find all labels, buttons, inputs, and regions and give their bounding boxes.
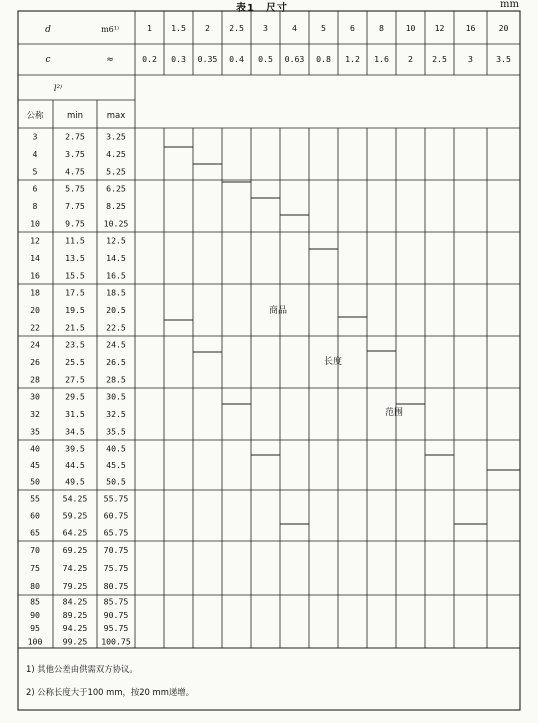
- c-value: 3.5: [496, 54, 511, 64]
- d-value: 5: [321, 23, 326, 33]
- footnote: 2) 公称长度大于100 mm，按20 mm递增。: [26, 687, 194, 697]
- max-value: 24.5: [106, 339, 126, 350]
- footnote: 1) 其他公差由供需双方协议。: [26, 664, 138, 674]
- nominal-value: 75: [30, 563, 40, 573]
- max-value: 65.75: [103, 527, 129, 538]
- min-value: 89.25: [62, 609, 88, 620]
- nominal-value: 30: [30, 391, 40, 402]
- min-value: 54.25: [62, 493, 88, 504]
- min-value: 27.5: [65, 374, 85, 385]
- c-value: 3: [468, 54, 473, 64]
- max-value: 8.25: [106, 201, 126, 211]
- nominal-value: 26: [30, 357, 40, 367]
- nominal-value: 32: [30, 409, 40, 419]
- d-value: 4: [292, 23, 297, 33]
- nominal-value: 80: [30, 581, 40, 591]
- d-label: d: [45, 25, 51, 35]
- max-value: 85.75: [103, 596, 129, 607]
- min-value: 31.5: [65, 409, 85, 419]
- min-label: min: [66, 111, 84, 121]
- nominal-value: 18: [30, 287, 40, 298]
- min-value: 15.5: [65, 270, 85, 281]
- nominal-value: 3: [32, 131, 38, 142]
- min-value: 59.25: [62, 510, 88, 521]
- min-value: 11.5: [65, 235, 85, 246]
- min-value: 94.25: [62, 623, 88, 634]
- d-value: 20: [498, 23, 509, 33]
- max-value: 100.75: [101, 636, 131, 647]
- range-word: 商品: [268, 306, 288, 316]
- min-value: 44.5: [65, 460, 85, 470]
- max-value: 35.5: [106, 426, 126, 437]
- nominal-value: 6: [32, 183, 38, 194]
- c-value: 0.3: [171, 54, 186, 64]
- c-label: c: [45, 55, 51, 65]
- min-value: 29.5: [65, 391, 85, 402]
- max-value: 28.5: [106, 374, 126, 385]
- min-value: 13.5: [65, 253, 85, 263]
- max-value: 5.25: [106, 166, 126, 177]
- nominal-value: 28: [30, 374, 40, 385]
- min-value: 79.25: [62, 581, 88, 591]
- max-value: 32.5: [106, 409, 126, 419]
- unit-label: mm: [500, 0, 519, 10]
- d-value: 16: [465, 23, 476, 33]
- min-value: 39.5: [65, 443, 85, 454]
- range-word: 长度: [323, 357, 343, 367]
- table-border: [18, 11, 520, 710]
- d-value: 1.5: [171, 23, 186, 33]
- max-label: max: [106, 111, 126, 121]
- min-value: 3.75: [65, 149, 85, 159]
- min-value: 49.5: [65, 476, 85, 487]
- min-value: 34.5: [65, 426, 85, 437]
- min-value: 64.25: [62, 527, 88, 538]
- max-value: 16.5: [106, 270, 126, 281]
- l-label: l²⁾: [53, 84, 63, 94]
- d-value: 3: [263, 23, 268, 33]
- nominal-value: 4: [32, 149, 38, 159]
- max-value: 80.75: [103, 581, 129, 591]
- min-value: 2.75: [65, 131, 85, 142]
- max-value: 26.5: [106, 357, 126, 367]
- c-value: 1.2: [345, 54, 360, 64]
- nominal-value: 60: [30, 510, 40, 521]
- max-value: 75.75: [103, 563, 129, 573]
- d-value: 6: [350, 23, 355, 33]
- nominal-value: 12: [30, 235, 40, 246]
- c-value: 2.5: [432, 54, 447, 64]
- min-value: 7.75: [65, 201, 85, 211]
- nominal-value: 55: [30, 493, 40, 504]
- min-value: 69.25: [62, 545, 88, 555]
- nominal-value: 10: [30, 218, 40, 229]
- nominal-value: 20: [30, 305, 40, 315]
- max-value: 70.75: [103, 545, 129, 555]
- nominal-value: 14: [30, 253, 40, 263]
- nominal-value: 65: [30, 527, 40, 538]
- nominal-value: 85: [30, 596, 40, 607]
- d-value: 10: [405, 23, 416, 33]
- max-value: 12.5: [106, 235, 126, 246]
- d-value: 1: [147, 23, 152, 33]
- min-value: 4.75: [65, 166, 85, 177]
- max-value: 55.75: [103, 493, 129, 504]
- min-value: 17.5: [65, 287, 85, 298]
- nominal-value: 24: [30, 339, 40, 350]
- m6-label: m6¹⁾: [101, 25, 119, 34]
- max-value: 30.5: [106, 391, 126, 402]
- min-value: 19.5: [65, 305, 85, 315]
- max-value: 14.5: [106, 253, 126, 263]
- max-value: 4.25: [106, 149, 126, 159]
- nominal-value: 16: [30, 270, 40, 281]
- min-value: 84.25: [62, 596, 88, 607]
- nominal-value: 100: [27, 636, 43, 647]
- d-value: 2: [205, 23, 210, 33]
- min-value: 99.25: [62, 636, 88, 647]
- min-value: 5.75: [65, 183, 85, 194]
- max-value: 20.5: [106, 305, 126, 315]
- c-value: 0.4: [229, 54, 244, 64]
- c-value: 0.63: [284, 54, 305, 64]
- approx-label: ≈: [106, 55, 114, 65]
- min-value: 23.5: [65, 339, 85, 350]
- c-value: 0.8: [316, 54, 331, 64]
- nominal-value: 90: [30, 609, 40, 620]
- min-value: 9.75: [65, 218, 85, 229]
- nominal-value: 8: [32, 201, 38, 211]
- min-value: 74.25: [62, 563, 88, 573]
- max-value: 10.25: [103, 218, 129, 229]
- nominal-value: 95: [30, 623, 40, 634]
- d-value: 12: [434, 23, 445, 33]
- d-value: 8: [379, 23, 384, 33]
- max-value: 95.75: [103, 623, 129, 634]
- range-word: 范围: [384, 408, 404, 418]
- nominal-value: 40: [30, 443, 40, 454]
- min-value: 25.5: [65, 357, 85, 367]
- c-value: 0.5: [258, 54, 273, 64]
- max-value: 18.5: [106, 287, 126, 298]
- table-title: 表1 尺寸: [236, 3, 288, 14]
- nominal-value: 45: [30, 460, 40, 470]
- max-value: 45.5: [106, 460, 126, 470]
- c-value: 0.35: [197, 54, 218, 64]
- c-value: 0.2: [142, 54, 157, 64]
- min-value: 21.5: [65, 322, 85, 333]
- nominal-value: 35: [30, 426, 40, 437]
- nominal-value: 70: [30, 545, 40, 555]
- d-value: 2.5: [229, 23, 244, 33]
- max-value: 60.75: [103, 510, 129, 521]
- nominal-value: 5: [32, 166, 38, 177]
- max-value: 90.75: [103, 609, 129, 620]
- c-value: 1.6: [374, 54, 389, 64]
- c-value: 2: [408, 54, 413, 64]
- nominal-value: 22: [30, 322, 40, 333]
- max-value: 6.25: [106, 183, 126, 194]
- nominal-label: 公称: [26, 111, 44, 121]
- nominal-value: 50: [30, 476, 40, 487]
- max-value: 50.5: [106, 476, 126, 487]
- max-value: 22.5: [106, 322, 126, 333]
- max-value: 40.5: [106, 443, 126, 454]
- max-value: 3.25: [106, 131, 126, 142]
